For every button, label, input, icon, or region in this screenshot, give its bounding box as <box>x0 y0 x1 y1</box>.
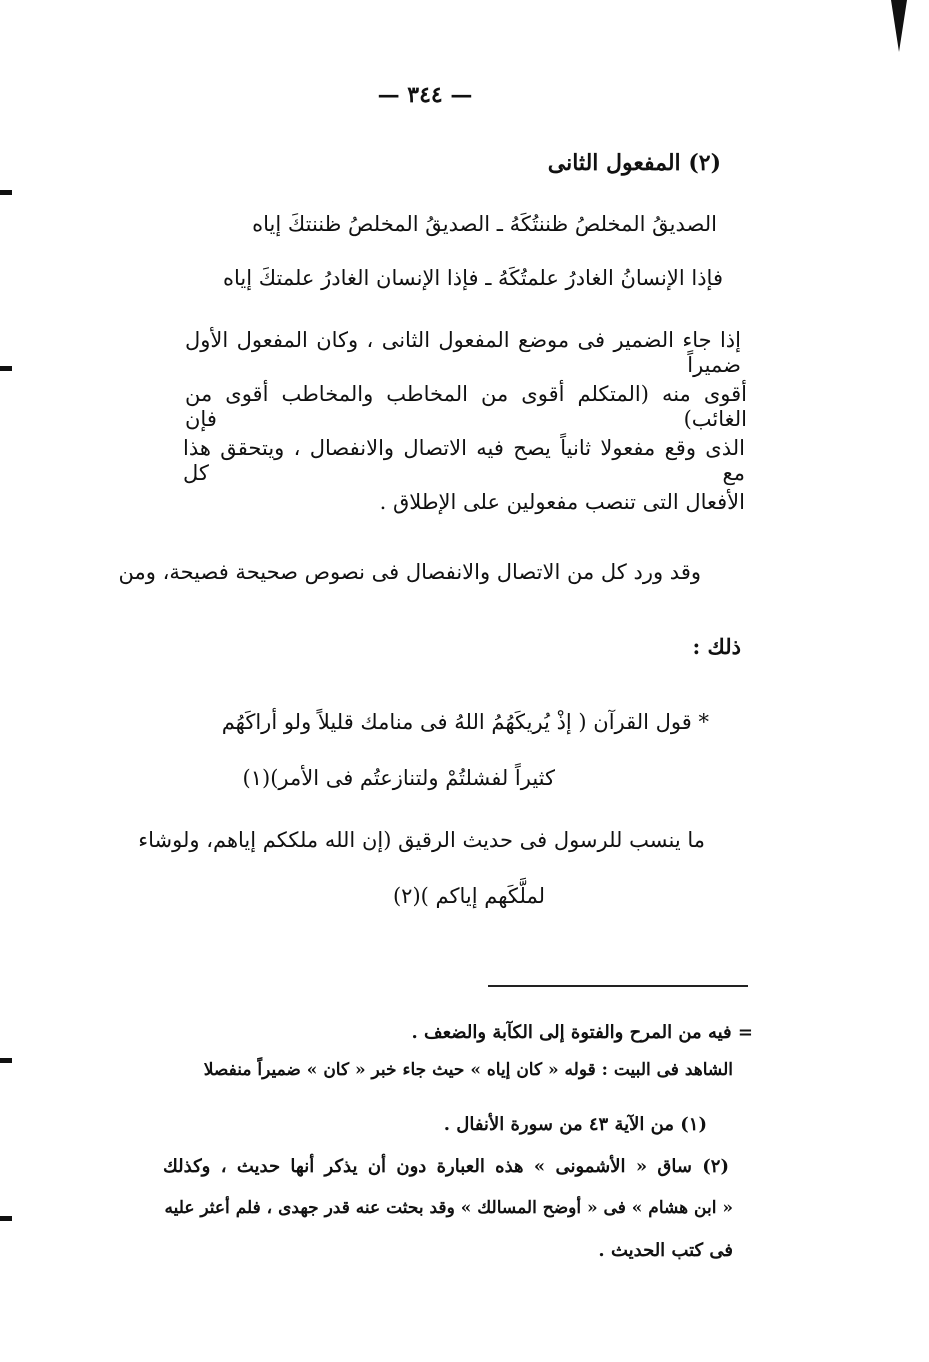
paragraph-line: الأفعال التى تنصب مفعولين على الإطلاق . <box>379 490 745 514</box>
paragraph-line: الذى وقع مفعولا ثانياً يصح فيه الاتصال والانفصال ، ويتحقق هذا مع كل <box>183 436 745 486</box>
scan-edge-mark <box>0 366 12 371</box>
footnote-continuation: = فيه من المرح والفتوة إلى الكآبة والضعف . <box>411 1022 753 1043</box>
footnote-2-line: فى كتب الحديث . <box>598 1240 733 1261</box>
paragraph-line: أقوى منه (المتكلم أقوى من المخاطب والمخاطب أقوى من الغائب) فإن <box>185 382 747 432</box>
page-number: — ٣٤٤ — <box>377 82 473 108</box>
paragraph-line: وقد ورد كل من الاتصال والانفصال فى نصوص صحيحة فصيحة، ومن <box>118 560 701 584</box>
paragraph-line: ذلك : <box>692 634 741 659</box>
section-heading: (٢) المفعول الثانى <box>547 150 721 176</box>
footnote-2-line: « ابن هشام » فى « أوضح المسالك » وقد بحثت عنه قدر جهدى ، فلم أعثر عليه <box>164 1198 733 1218</box>
example-line: الصديقُ المخلصُ ظننتُكَهُ ـ الصديقُ المخلصُ ظننتكَ إياه <box>252 212 717 236</box>
paragraph-line: إذا جاء الضمير فى موضع المفعول الثانى ، وكان المفعول الأول ضميراً <box>185 328 741 378</box>
quran-quote-line: كثيراً لفشلتُمْ ولتنازعتُم فى الأمر)(١) <box>242 766 555 790</box>
scan-edge-mark <box>0 190 12 195</box>
scan-edge-mark <box>0 1058 12 1063</box>
footnote-1: (١) من الآية ٤٣ من سورة الأنفال . <box>443 1114 707 1135</box>
footnote-2-line: (٢) ساق « الأشمونى » هذه العبارة دون أن يذكر أنها حديث ، وكذلك <box>163 1156 729 1177</box>
footnote-witness: الشاهد فى البيت : قوله « كان إياه » حيث جاء خبر « كان » ضميراً منفصلا <box>203 1060 733 1080</box>
scan-edge-mark <box>0 1216 12 1221</box>
hadith-quote-line: ما ينسب للرسول فى حديث الرقيق (إن الله ملككم إياهم، ولوشاء <box>138 828 705 852</box>
example-line: فإذا الإنسانُ الغادرُ علمتُكَهُ ـ فإذا الإنسان الغادرُ علمتكَ إياه <box>223 266 723 290</box>
quran-quote-line: * قول القرآن ( إذْ يُريكَهُمُ اللهُ فى منامك قليلاً ولو أراكَهُم <box>221 710 709 734</box>
scan-corner-mark <box>891 0 907 52</box>
footnote-separator <box>488 985 748 987</box>
hadith-quote-line: لملَّكَهم إياكم )(٢) <box>392 884 545 908</box>
